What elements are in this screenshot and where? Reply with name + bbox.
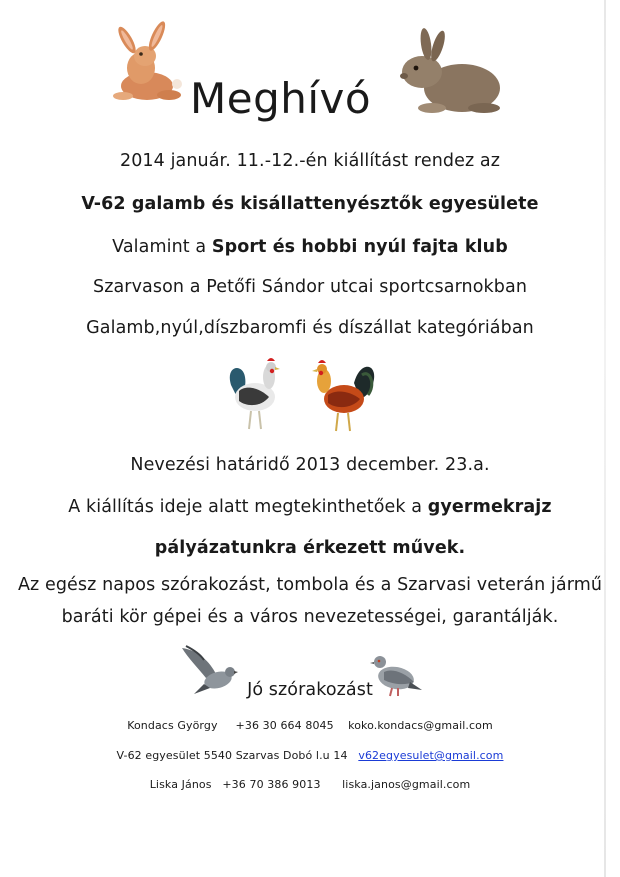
contact-phone: +36 30 664 8045 — [235, 719, 334, 732]
association-name: V-62 galamb és kisállattenyésztők egyesülete — [81, 194, 539, 214]
contact-phone: +36 70 386 9013 — [222, 778, 321, 791]
exhibit-bold-2: pályázatunkra érkezett művek. — [154, 538, 466, 558]
club-name: Sport és hobbi nyúl fajta klub — [211, 237, 508, 257]
deadline-line: Nevezési határidő 2013 december. 23.a. — [130, 455, 490, 475]
categories-line: Galamb,nyúl,díszbaromfi és díszállat kategóriában — [86, 318, 534, 338]
contact-name: Kondacs György — [127, 719, 218, 732]
contact-email: koko.kondacs@gmail.com — [348, 719, 493, 732]
scan-edge — [604, 0, 606, 877]
closing-line: Jó szórakozást — [247, 680, 373, 700]
exhibit-prefix: A kiállítás ideje alatt megtekinthetőek a — [68, 497, 428, 517]
date-line: 2014 január. 11.-12.-én kiállítást rendez az — [119, 151, 501, 171]
fun-line-2: baráti kör gépei és a város nevezetességei, garantálják. — [61, 607, 559, 627]
contact-name: Liska János — [149, 778, 212, 791]
contact-row-3 — [0, 778, 620, 791]
club-prefix: Valamint a — [112, 237, 212, 257]
red-rooster-icon — [310, 355, 378, 435]
fun-line-1: Az egész napos szórakozást, tombola és a Szarvasi veterán jármű — [17, 575, 603, 595]
club-line — [0, 237, 620, 257]
brown-rabbit-icon — [392, 26, 504, 116]
contact-row-1 — [0, 719, 620, 732]
contact-row-2 — [0, 749, 620, 762]
exhibit-line — [0, 497, 620, 517]
page-title: Meghívó — [190, 74, 372, 123]
orange-rabbit-icon — [105, 18, 185, 104]
contact-email: liska.janos@gmail.com — [342, 778, 471, 791]
venue-line: Szarvason a Petőfi Sándor utcai sportcsarnokban — [92, 277, 528, 297]
contact-email-link[interactable]: v62egyesulet@gmail.com — [358, 749, 504, 762]
association-line — [0, 194, 620, 214]
exhibit-line-2 — [0, 538, 620, 558]
contact-address: V-62 egyesület 5540 Szarvas Dobó l.u 14 — [116, 749, 348, 762]
black-white-rooster-icon — [225, 355, 285, 435]
exhibit-bold-1: gyermekrajz — [427, 497, 552, 517]
